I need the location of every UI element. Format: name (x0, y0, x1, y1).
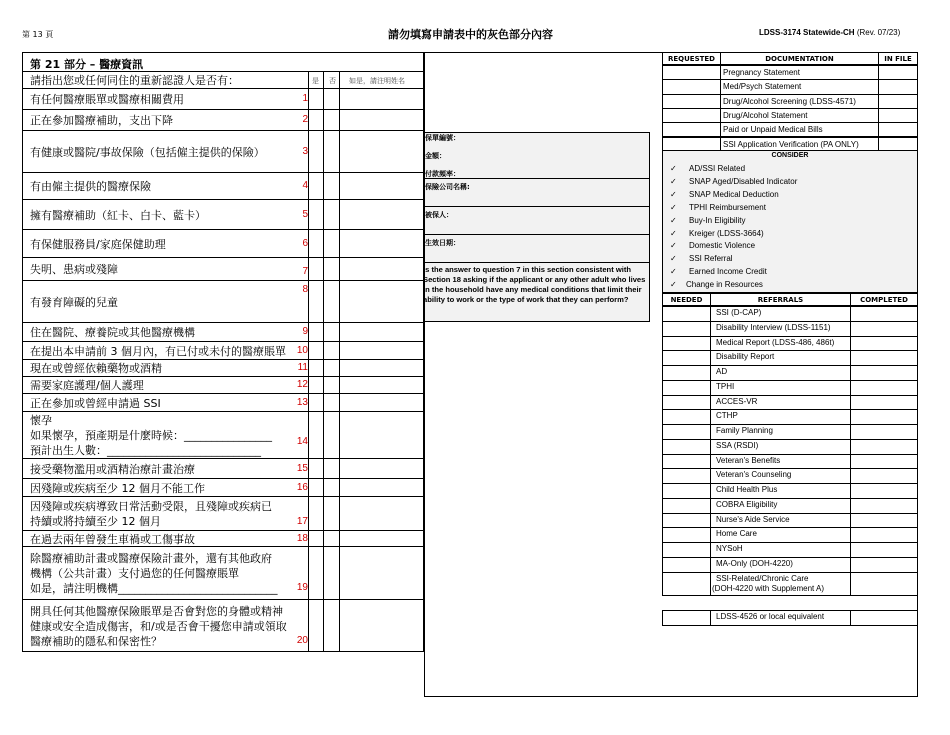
col-divider-yes (308, 72, 309, 652)
question-text-line: 如果懷孕，預產期是什麼時候：________________ (30, 429, 272, 442)
question-text-line: 健康或安全造成傷害，和/或是否會干擾您申請或領取 (30, 620, 287, 633)
ref-needed-cell[interactable] (662, 572, 711, 596)
ref-needed-cell[interactable] (662, 424, 711, 440)
name-field[interactable] (339, 547, 402, 600)
doc-header-requested (662, 52, 721, 65)
checkmark-icon: ✓ (670, 254, 677, 264)
doc-header-infile (878, 52, 918, 65)
question-row (22, 479, 424, 497)
question-text-line: 醫療補助的隱私和保密性？ (30, 635, 162, 648)
ref-completed-cell[interactable] (850, 483, 918, 499)
no-checkbox[interactable] (323, 377, 339, 394)
ref-needed-cell[interactable] (662, 498, 711, 514)
yes-checkbox[interactable] (308, 497, 323, 531)
name-field[interactable] (339, 377, 402, 394)
yes-checkbox[interactable] (308, 377, 323, 394)
name-field[interactable] (339, 110, 402, 131)
question-row (22, 131, 424, 173)
form-id-code: LDSS-3174 Statewide-CH (759, 28, 855, 37)
col-divider-no (323, 72, 324, 652)
question-text: 失明、患病或殘障 (30, 263, 118, 276)
yes-checkbox[interactable] (308, 531, 323, 547)
question-text: 正在參加醫療補助，支出下降 (30, 114, 173, 127)
name-field[interactable] (339, 459, 402, 479)
referral-item: SSI-Related/Chronic Care (716, 574, 809, 583)
checkmark-icon: ✓ (670, 189, 677, 199)
section-prompt: 請指出您或任何同住的重新認證人是否有： (30, 74, 239, 87)
documentation-item: Drug/Alcohol Statement (723, 110, 808, 120)
consider-item: AD/SSI Related (689, 164, 746, 173)
referral-item: COBRA Eligibility (716, 500, 778, 509)
documentation-item: SSI Application Verification (PA ONLY) (723, 139, 859, 149)
col-completed: COMPLETED (860, 296, 908, 304)
referral-item: Nurse's Aide Service (716, 515, 790, 524)
gray-instruction: 請勿填寫申請表中的灰色部分內容 (388, 28, 553, 41)
effective-date-label: 生效日期： (425, 239, 460, 247)
form-revision: (Rev. 07/23) (856, 28, 901, 37)
question-text (30, 413, 272, 458)
referral-item: LDSS-4526 or local equivalent (716, 612, 825, 621)
doc-infile-cell[interactable] (878, 122, 918, 137)
question-row (22, 89, 424, 110)
ref-completed-cell[interactable] (850, 572, 918, 596)
name-field[interactable] (339, 360, 402, 377)
ref-completed-cell[interactable] (850, 321, 918, 337)
yes-checkbox[interactable] (308, 547, 323, 600)
question-row (22, 342, 424, 360)
checkmark-icon: ✓ (670, 164, 677, 173)
no-checkbox[interactable] (323, 394, 339, 412)
doc-infile-cell[interactable] (878, 65, 918, 80)
panel-divider (424, 206, 650, 207)
documentation-item: Paid or Unpaid Medical Bills (723, 125, 823, 135)
doc-item-cell (720, 108, 879, 123)
yes-checkbox[interactable] (308, 230, 323, 258)
name-field[interactable] (339, 258, 402, 281)
consider-item: SSI Referral (689, 254, 733, 264)
question-text-line: 因殘障或疾病導致日常活動受限，且殘障或疾病已 (30, 500, 272, 513)
name-field[interactable] (339, 173, 402, 200)
yes-checkbox[interactable] (308, 342, 323, 360)
question-row (22, 377, 424, 394)
question-number: 15 (296, 463, 308, 474)
question-text: 擁有醫療補助（紅卡、白卡、藍卡） (30, 209, 206, 222)
ref-needed-cell[interactable] (662, 439, 711, 455)
referral-item: Child Health Plus (716, 485, 778, 494)
question-text: 有發育障礙的兒童 (30, 296, 118, 309)
yes-checkbox[interactable] (308, 479, 323, 497)
question-row (22, 394, 424, 412)
yes-checkbox[interactable] (308, 412, 323, 459)
col-requested: REQUESTED (668, 55, 715, 63)
referral-item: Family Planning (716, 426, 773, 435)
doc-requested-cell[interactable] (662, 108, 721, 123)
doc-header-documentation (720, 52, 879, 65)
question-text: 有保健服務員/家庭保健助理 (30, 238, 166, 251)
col-documentation: DOCUMENTATION (765, 55, 834, 63)
checkmark-icon: ✓ (670, 280, 677, 290)
question-text (30, 551, 278, 596)
question-number: 8 (302, 284, 308, 295)
referral-item: CTHP (716, 411, 738, 420)
ref-completed-cell[interactable] (850, 439, 918, 455)
name-field[interactable] (339, 600, 402, 652)
question-number: 1 (302, 93, 308, 104)
question-text: 因殘障或疾病至少 12 個月不能工作 (30, 482, 205, 495)
question-number: 3 (302, 146, 308, 157)
ref-completed-cell[interactable] (850, 542, 918, 558)
documentation-item: Drug/Alcohol Screening (LDSS-4571) (723, 96, 856, 106)
name-field[interactable] (339, 531, 402, 547)
question-text: 接受藥物濫用或酒精治療計畫治療 (30, 463, 195, 476)
yes-checkbox[interactable] (308, 360, 323, 377)
question-row (22, 323, 424, 342)
amount-label: 金額： (425, 152, 446, 160)
doc-infile-cell[interactable] (878, 79, 918, 94)
no-checkbox[interactable] (323, 342, 339, 360)
referral-item: TPHI (716, 382, 735, 391)
ref-needed-cell[interactable] (662, 306, 711, 322)
doc-requested-cell[interactable] (662, 79, 721, 94)
ref-completed-cell[interactable] (850, 306, 918, 322)
ref-needed-cell[interactable] (662, 380, 711, 396)
ref-needed-cell[interactable] (662, 542, 711, 558)
question-number: 11 (297, 362, 308, 373)
ref-completed-cell[interactable] (850, 498, 918, 514)
documentation-item: Pregnancy Statement (723, 68, 800, 77)
doc-item-cell (720, 122, 879, 137)
panel-divider (424, 262, 650, 263)
doc-infile-cell[interactable] (878, 108, 918, 123)
referral-item: MA-Only (DOH-4220) (716, 559, 793, 568)
yes-checkbox[interactable] (308, 89, 323, 110)
question-row (22, 497, 424, 531)
question-text-line: 如是，請注明機構_____________________________ (30, 582, 278, 595)
no-checkbox[interactable] (323, 360, 339, 377)
checkmark-icon: ✓ (670, 228, 677, 238)
question-row (22, 173, 424, 200)
consider-title: CONSIDER (771, 152, 809, 159)
question-number: 5 (302, 209, 308, 220)
consider-item: Change in Resources (686, 280, 763, 290)
no-checkbox[interactable] (323, 200, 339, 230)
question-text-line: 除醫療補助計畫或醫療保險計畫外，還有其他政府 (30, 552, 272, 565)
question-row (22, 281, 424, 323)
name-field[interactable] (339, 230, 402, 258)
no-checkbox[interactable] (323, 110, 339, 131)
no-checkbox[interactable] (323, 323, 339, 342)
referral-item: SSI (D-CAP) (716, 308, 762, 317)
yes-checkbox[interactable] (308, 258, 323, 281)
consider-item: Buy-In Eligibility (689, 215, 746, 225)
page-number: 第 13 頁 (22, 30, 54, 39)
question-number: 18 (296, 533, 308, 544)
question-text: 現在或曾經依賴藥物或酒精 (30, 362, 162, 375)
no-checkbox[interactable] (323, 131, 339, 173)
consider-item: SNAP Aged/Disabled Indicator (689, 176, 798, 186)
doc-requested-cell[interactable] (662, 65, 721, 80)
question-text-line: 持續或將持續至少 12 個月 (30, 515, 161, 528)
question-text: 有健康或醫院/事故保險（包括僱主提供的保險） (30, 146, 265, 159)
col-in-file: IN FILE (884, 55, 912, 63)
question-number: 17 (296, 516, 308, 527)
question-text: 有任何醫療賬單或醫療相關費用 (30, 93, 184, 106)
col-name: 如是，請注明姓名 (349, 77, 405, 85)
ref-header-completed (850, 293, 918, 306)
ref-needed-cell[interactable] (662, 468, 711, 484)
name-field[interactable] (339, 89, 402, 110)
ref-needed-cell[interactable] (662, 321, 711, 337)
name-field[interactable] (339, 479, 402, 497)
ref-needed-cell[interactable] (662, 527, 711, 543)
referral-item: Medical Report (LDSS-486, 486t) (716, 338, 835, 347)
prompt-row (22, 72, 424, 89)
frequency-label: 付款頻率： (425, 170, 460, 178)
question-text: 有由僱主提供的醫療保險 (30, 180, 151, 193)
form-id (759, 28, 900, 37)
question-text-line: 懷孕 (30, 414, 52, 427)
ref-completed-cell[interactable] (850, 557, 918, 573)
no-checkbox[interactable] (323, 547, 339, 600)
referral-item: AD (716, 367, 728, 376)
ref-completed-cell[interactable] (850, 365, 918, 381)
panel-divider (424, 178, 650, 179)
yes-checkbox[interactable] (308, 200, 323, 230)
no-checkbox[interactable] (323, 479, 339, 497)
doc-infile-cell[interactable] (878, 94, 918, 109)
name-field[interactable] (339, 497, 402, 531)
no-checkbox[interactable] (323, 459, 339, 479)
yes-checkbox[interactable] (308, 394, 323, 412)
no-checkbox[interactable] (323, 600, 339, 652)
yes-checkbox[interactable] (308, 173, 323, 200)
doc-requested-cell[interactable] (662, 94, 721, 109)
name-field[interactable] (339, 412, 402, 459)
question-number: 20 (296, 635, 308, 646)
yes-checkbox[interactable] (308, 131, 323, 173)
col-divider-name (339, 72, 340, 652)
referral-item: Disability Report (716, 352, 775, 361)
question-text-line: 機構（公共計畫）支付過您的任何醫療賬單 (30, 567, 239, 580)
question-row (22, 547, 424, 600)
checkmark-icon: ✓ (670, 176, 677, 186)
panel-divider (424, 234, 650, 235)
col-yes: 是 (312, 77, 319, 85)
question-row (22, 600, 424, 652)
question-number: 19 (296, 582, 308, 593)
referral-item: Veteran's Counseling (716, 470, 792, 479)
consistency-question: Is the answer to question 7 in this section consistent with Section 18 asking if the applicant or any other adult who lives in the household have any medical conditions that limit their ability to work or the type of work that they can perform? (423, 265, 646, 304)
ref-completed-cell[interactable] (850, 380, 918, 396)
consider-item: TPHI Reimbursement (689, 202, 766, 212)
doc-requested-cell[interactable] (662, 122, 721, 137)
referral-item: Veteran's Benefits (716, 456, 781, 465)
question-row (22, 459, 424, 479)
checkmark-icon: ✓ (670, 267, 677, 277)
referral-item: (DOH-4220 with Supplement A) (712, 584, 825, 593)
consider-item: Earned Income Credit (689, 267, 767, 277)
no-checkbox[interactable] (323, 230, 339, 258)
col-needed: NEEDED (670, 296, 703, 304)
documentation-item: Med/Psych Statement (723, 82, 802, 92)
question-number: 13 (296, 397, 308, 408)
ref-header-referrals (710, 293, 851, 306)
yes-checkbox[interactable] (308, 281, 323, 323)
question-text: 需要家庭護理/個人護理 (30, 379, 144, 392)
no-checkbox[interactable] (323, 258, 339, 281)
question-number: 7 (302, 266, 308, 277)
consider-item: Kreiger (LDSS-3664) (689, 228, 764, 238)
referral-item: SSA (RSDI) (716, 441, 759, 450)
col-no: 否 (329, 77, 336, 85)
question-row (22, 258, 424, 281)
question-row (22, 412, 424, 459)
question-number: 2 (302, 114, 308, 125)
question-row (22, 200, 424, 230)
ref-needed-cell[interactable] (662, 365, 711, 381)
yes-checkbox[interactable] (308, 459, 323, 479)
question-number: 12 (296, 379, 308, 390)
question-number: 10 (296, 345, 308, 356)
question-number: 4 (302, 180, 308, 191)
question-text: 正在參加或曾經申請過 SSI (30, 397, 161, 410)
policy-number-label: 保單編號： (425, 134, 460, 142)
ref-header-needed (662, 293, 711, 306)
no-checkbox[interactable] (323, 412, 339, 459)
no-checkbox[interactable] (323, 89, 339, 110)
consider-item: Domestic Violence (689, 241, 756, 251)
checkmark-icon: ✓ (670, 241, 677, 251)
doc-item-cell (720, 79, 879, 94)
ref-completed-cell[interactable] (850, 610, 918, 626)
ref-completed-cell[interactable] (850, 424, 918, 440)
question-row (22, 110, 424, 131)
question-text-line: 開具任何其他醫療保險賬單是否會對您的身體或精神 (30, 605, 283, 618)
referral-item: Disability Interview (LDSS-1151) (716, 323, 831, 332)
checkmark-icon: ✓ (670, 215, 677, 225)
ref-completed-cell[interactable] (850, 409, 918, 425)
ref-needed-cell[interactable] (662, 557, 711, 573)
question-row (22, 360, 424, 377)
question-number: 9 (302, 326, 308, 337)
consider-item: SNAP Medical Deduction (689, 189, 779, 199)
question-text (30, 604, 287, 649)
section-title: 第 21 部分 – 醫療資訊 (23, 53, 423, 72)
insured-label: 被保人： (425, 211, 453, 219)
question-text: 在過去兩年曾發生車禍或工傷事故 (30, 533, 195, 546)
question-number: 14 (296, 436, 308, 447)
name-field[interactable] (339, 342, 402, 360)
no-checkbox[interactable] (323, 497, 339, 531)
referral-item: Home Care (716, 529, 757, 538)
question-text (30, 499, 272, 529)
question-row (22, 531, 424, 547)
no-checkbox[interactable] (323, 173, 339, 200)
ref-completed-cell[interactable] (850, 527, 918, 543)
yes-checkbox[interactable] (308, 323, 323, 342)
doc-item-cell (720, 65, 879, 80)
ref-completed-cell[interactable] (850, 350, 918, 366)
name-field[interactable] (339, 200, 402, 230)
ref-needed-cell[interactable] (662, 483, 711, 499)
ref-item-cell (710, 365, 851, 381)
referral-item: ACCES-VR (716, 397, 758, 406)
question-row (22, 230, 424, 258)
no-checkbox[interactable] (323, 531, 339, 547)
name-field[interactable] (339, 323, 402, 342)
question-text: 住在醫院、療養院或其他醫療機構 (30, 326, 195, 339)
doc-item-cell (720, 94, 879, 109)
name-field[interactable] (339, 281, 402, 323)
no-checkbox[interactable] (323, 281, 339, 323)
yes-checkbox[interactable] (308, 110, 323, 131)
question-number: 16 (296, 482, 308, 493)
question-text-line: 預計出生人數：____________________________ (30, 444, 261, 457)
question-text: 在提出本申請前 3 個月內，有已付或未付的醫療賬單 (30, 345, 286, 358)
col-referrals: REFERRALS (757, 296, 804, 304)
yes-checkbox[interactable] (308, 600, 323, 652)
referral-item: NYSoH (716, 544, 743, 553)
ref-needed-cell[interactable] (662, 610, 711, 626)
question-number: 6 (302, 238, 308, 249)
ref-needed-cell[interactable] (662, 409, 711, 425)
name-field[interactable] (339, 131, 402, 173)
ref-completed-cell[interactable] (850, 468, 918, 484)
insurer-label: 保險公司名稱: (425, 183, 470, 191)
checkmark-icon: ✓ (670, 202, 677, 212)
name-field[interactable] (339, 394, 402, 412)
ref-needed-cell[interactable] (662, 350, 711, 366)
